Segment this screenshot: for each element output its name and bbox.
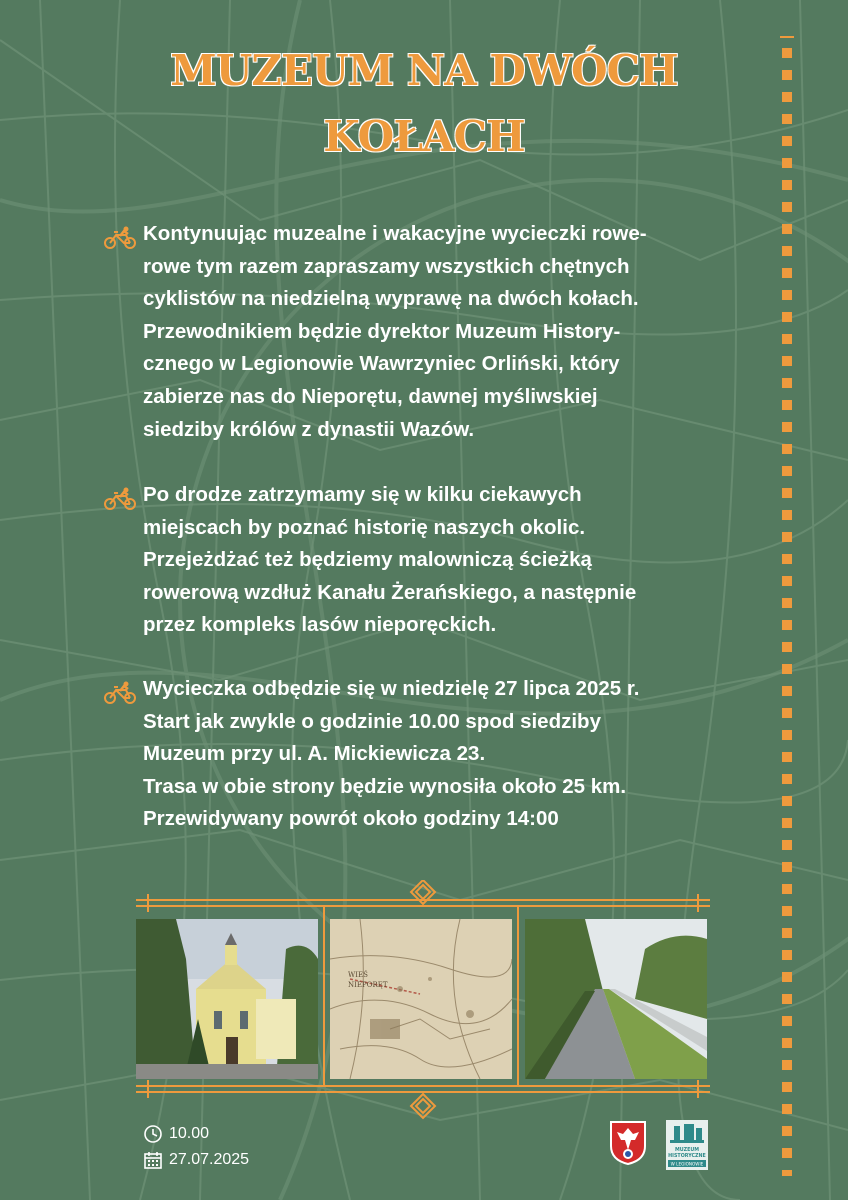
border-dot xyxy=(782,1038,792,1048)
border-dot xyxy=(782,92,792,102)
border-dot xyxy=(782,48,792,58)
paragraph-intro xyxy=(143,218,708,446)
map-label: NIEPORĘT xyxy=(348,981,388,989)
border-dot xyxy=(782,378,792,388)
border-dot xyxy=(782,532,792,542)
bicycle-icon xyxy=(104,487,136,511)
border-dot xyxy=(782,246,792,256)
calendar-icon xyxy=(143,1150,163,1170)
text-line: Wycieczka odbędzie się w niedzielę 27 lipca 2025 r. xyxy=(143,677,640,700)
map-label: WIEŚ xyxy=(348,971,368,979)
border-dot xyxy=(782,444,792,454)
border-dot xyxy=(782,840,792,850)
text-line: Start jak zwykle o godzinie 10.00 spod siedziby xyxy=(143,709,601,733)
text-line: Trasa w obie strony będzie wynosiła około 25 km. xyxy=(143,774,627,798)
border-dot xyxy=(782,1082,792,1092)
border-dot xyxy=(782,1016,792,1026)
border-dot xyxy=(782,466,792,476)
border-dot xyxy=(782,290,792,300)
coat-of-arms-logo xyxy=(609,1120,647,1166)
border-dot xyxy=(782,796,792,806)
text-line: siedziby królów z dynastii Wazów. xyxy=(143,417,475,441)
border-dot xyxy=(782,554,792,564)
border-dot xyxy=(782,180,792,190)
border-dot xyxy=(782,906,792,916)
border-dot xyxy=(782,268,792,278)
bicycle-icon xyxy=(104,681,136,705)
border-dot xyxy=(782,928,792,938)
border-dot xyxy=(782,972,792,982)
text-line: przez kompleks lasów nieporęckich. xyxy=(143,613,497,637)
event-date: 27.07.2025 xyxy=(169,1151,250,1168)
border-dot xyxy=(782,1170,792,1176)
border-dot xyxy=(782,950,792,960)
title-line-1: MUZEUM NA DWÓCH xyxy=(170,46,678,95)
border-dot xyxy=(782,312,792,322)
border-dot xyxy=(782,510,792,520)
border-dot xyxy=(782,422,792,432)
side-dotted-border xyxy=(780,36,794,1176)
border-dot xyxy=(782,400,792,410)
museum-logo-text: MUZEUM xyxy=(674,1148,700,1153)
text-line: rowerową wzdłuż Kanału Żerańskiego, a następnie xyxy=(143,580,637,604)
border-dot xyxy=(782,576,792,586)
border-dot xyxy=(782,1126,792,1136)
historical-map-photo xyxy=(330,919,512,1079)
border-dot xyxy=(782,774,792,784)
border-dot xyxy=(782,730,792,740)
border-dot xyxy=(782,708,792,718)
bicycle-icon xyxy=(104,226,136,250)
border-dot xyxy=(782,1104,792,1114)
museum-logo-text: W LEGIONOWIE xyxy=(670,1161,704,1167)
text-line: Kontynuując muzealne i wakacyjne wycieczki rowe- xyxy=(143,222,647,245)
border-dot xyxy=(782,884,792,894)
border-dot xyxy=(782,994,792,1004)
text-line: zabierze nas do Nieporętu, dawnej myśliwskiej xyxy=(143,384,598,408)
border-dot xyxy=(782,334,792,344)
border-dot xyxy=(782,664,792,674)
event-time: 10.00 xyxy=(169,1125,210,1142)
border-dot xyxy=(782,818,792,828)
border-dot xyxy=(782,752,792,762)
border-dot xyxy=(782,70,792,80)
border-dot xyxy=(782,1060,792,1070)
text-line: cyklistów na niedzielną wyprawę na dwóch kołach. xyxy=(143,287,639,311)
text-line: Po drodze zatrzymamy się w kilku ciekawych xyxy=(143,483,582,506)
paragraph-route xyxy=(143,479,708,642)
text-line: miejscach by poznać historię naszych okolic. xyxy=(143,515,586,539)
clock-icon xyxy=(143,1124,163,1144)
border-dot xyxy=(782,114,792,124)
border-dot xyxy=(782,862,792,872)
text-line: Przewidywany powrót około godziny 14:00 xyxy=(143,807,559,831)
text-line: Muzeum przy ul. A. Mickiewicza 23. xyxy=(143,742,486,766)
text-line: Przejeżdżać też będziemy malowniczą ścieżką xyxy=(143,548,592,572)
paragraph-details xyxy=(143,673,708,836)
title-line-2: KOŁACH xyxy=(323,112,525,161)
border-dot xyxy=(782,686,792,696)
date-info xyxy=(143,1150,249,1170)
text-line: Przewodnikiem będzie dyrektor Muzeum History- xyxy=(143,319,621,343)
border-dot xyxy=(782,488,792,498)
text-line: rowe tym razem zapraszamy wszystkich chętnych xyxy=(143,254,630,278)
text-line: cznego w Legionowie Wawrzyniec Orliński, który xyxy=(143,352,620,376)
church-photo xyxy=(136,919,318,1079)
border-dot xyxy=(782,598,792,608)
border-dot xyxy=(782,356,792,366)
border-dot xyxy=(782,224,792,234)
bike-path-photo xyxy=(525,919,707,1079)
border-dot xyxy=(782,158,792,168)
border-dot xyxy=(782,642,792,652)
museum-logo xyxy=(666,1120,708,1170)
border-dot xyxy=(782,1148,792,1158)
border-dot xyxy=(782,202,792,212)
time-info xyxy=(143,1124,209,1144)
museum-logo-text: HISTORYCZNE xyxy=(668,1154,706,1159)
border-dot xyxy=(782,620,792,630)
page-title xyxy=(0,38,848,170)
border-dot xyxy=(782,136,792,146)
